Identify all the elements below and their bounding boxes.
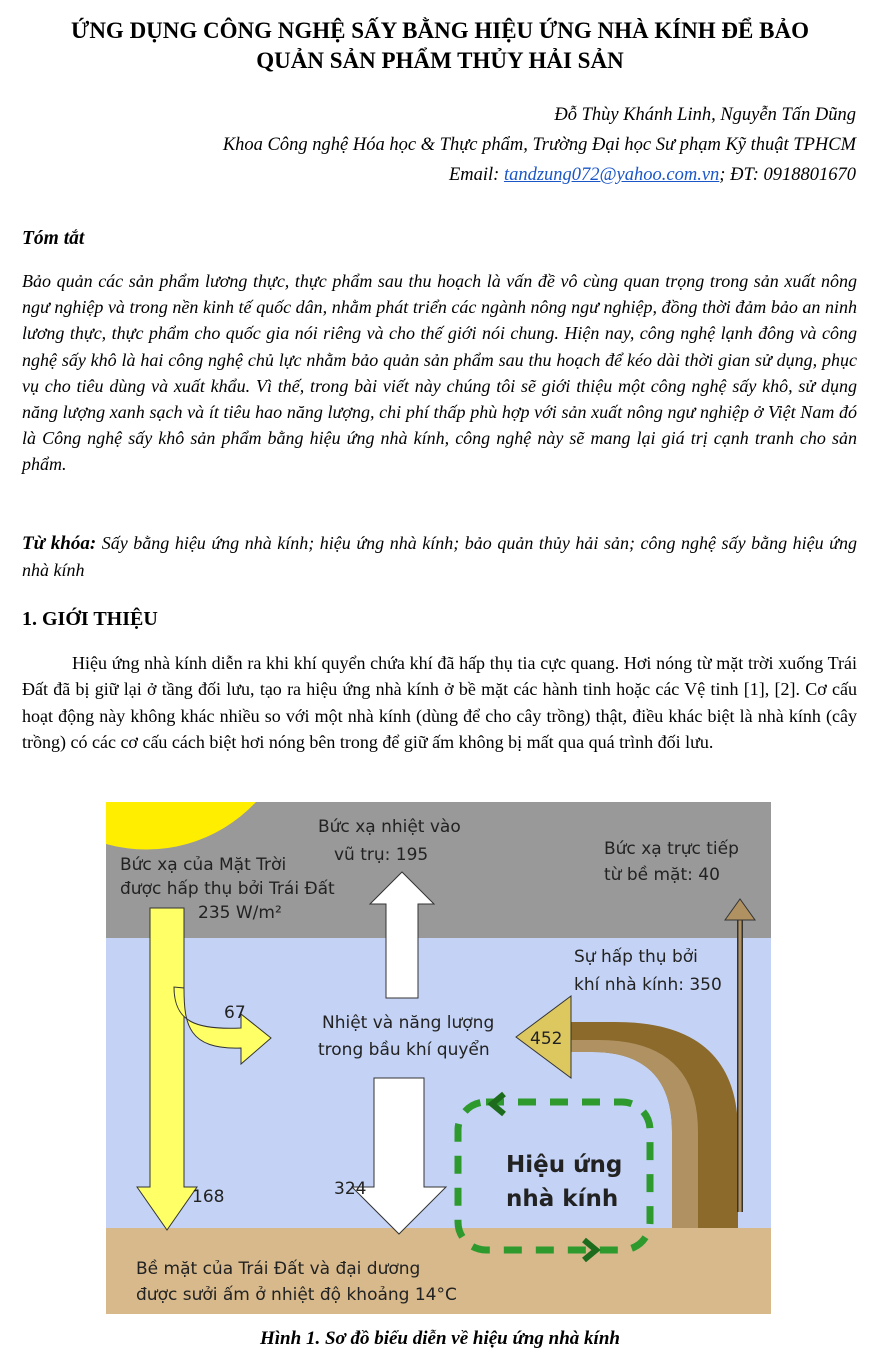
keywords-text: Sấy bằng hiệu ứng nhà kính; hiệu ứng nhà kính; bảo quản thủy hải sản; công nghệ sấy bằng hiệu ứng nhà kính	[22, 533, 858, 580]
space-label-1: Bức xạ nhiệt vào	[318, 817, 461, 837]
solar-label-2: được hấp thụ bởi Trái Đất	[120, 879, 335, 899]
keywords-label: Từ khóa:	[22, 533, 97, 554]
greenhouse-label-1: Hiệu ứng	[506, 1152, 623, 1178]
direct-label-1: Bức xạ trực tiếp	[604, 839, 739, 859]
solar-label-1: Bức xạ của Mặt Trời	[120, 855, 287, 875]
author-affiliation: Khoa Công nghệ Hóa học & Thực phẩm, Trường Đại học Sư phạm Kỹ thuật TPHCM	[222, 135, 856, 155]
paper-title	[20, 16, 860, 76]
phone-text: ; ĐT: 0918801670	[719, 165, 856, 185]
section-heading: 1. GIỚI THIỆU	[22, 608, 158, 630]
value-67: 67	[224, 1003, 246, 1023]
value-168: 168	[192, 1187, 225, 1207]
title-line-2: QUẢN SẢN PHẨM THỦY HẢI SẢN	[256, 48, 624, 73]
ground-label-2: được sưởi ấm ở nhiệt độ khoảng 14°C	[136, 1285, 457, 1305]
email-link[interactable]: tandzung072@yahoo.com.vn	[503, 165, 720, 185]
ground-label-1: Bề mặt của Trái Đất và đại dương	[136, 1259, 421, 1279]
heat-label-2: trong bầu khí quyển	[318, 1040, 490, 1060]
keywords	[22, 530, 857, 583]
section-body: Hiệu ứng nhà kính diễn ra khi khí quyển chứa khí đã hấp thụ tia cực quang. Hơi nóng từ mặt trời xuống Trái Đất đã bị giữ lại ở tầng đối lưu, tạo ra hiệu ứng nhà kính ở bề mặt các hành tinh hoặc các Vệ tinh [1], [2]. Cơ cấu hoạt động này không khác nhiều so với một nhà kính (dùng để cho cây trồng) thật, điều khác biệt là nhà kính (cây trồng) có các cơ cấu cách biệt hơi nóng bên trong để giữ ấm không bị mất qua quá trình đối lưu.	[22, 653, 857, 752]
space-label-2: vũ trụ: 195	[334, 845, 429, 865]
value-452: 452	[530, 1029, 563, 1049]
greenhouse-diagram	[106, 802, 771, 1314]
figure-caption: Hình 1. Sơ đồ biểu diễn về hiệu ứng nhà kính	[260, 1328, 620, 1349]
author-names: Đỗ Thùy Khánh Linh, Nguyễn Tấn Dũng	[554, 105, 856, 125]
direct-label-2: từ bề mặt: 40	[604, 865, 720, 885]
abstract-body: Bảo quản các sản phẩm lương thực, thực phẩm sau thu hoạch là vấn đề vô cùng quan trọng trong sản xuất nông ngư nghiệp và trong nền kinh tế quốc dân, nhằm phát triển các ngành nông ngư nghiệp, đồng thời đảm bảo an ninh lương thực, thực phẩm cho quốc gia nói riêng và cho thế giới nói chung. Hiện nay, công nghệ lạnh đông và công nghệ sấy khô là hai công nghệ chủ lực nhằm bảo quản sản phẩm sau thu hoạch để kéo dài thời gian sử dụng, phục vụ cho tiêu dùng và xuất khẩu. Vì thế, trong bài viết này chúng tôi sẽ giới thiệu một công nghệ sấy khô, sử dụng năng lượng xanh sạch và ít tiêu hao năng lượng, chi phí thấp phù hợp với sản xuất nông ngư nghiệp ở Việt Nam đó là Công nghệ sấy khô sản phẩm bằng hiệu ứng nhà kính, công nghệ này sẽ mang lại giá trị cạnh tranh cho sản phẩm.	[22, 271, 857, 475]
author-contact	[223, 160, 856, 190]
email-label: Email:	[448, 165, 504, 185]
greenhouse-label-2: nhà kính	[506, 1186, 619, 1212]
heat-label-1: Nhiệt và năng lượng	[322, 1013, 495, 1033]
value-324: 324	[334, 1179, 367, 1199]
solar-label-3: 235 W/m²	[198, 903, 282, 923]
absorb-label-1: Sự hấp thụ bởi	[574, 947, 698, 967]
title-line-1: ỨNG DỤNG CÔNG NGHỆ SẤY BẰNG HIỆU ỨNG NHÀ KÍNH ĐỂ BẢO	[71, 18, 809, 43]
author-block	[223, 100, 856, 190]
absorb-label-2: khí nhà kính: 350	[574, 975, 722, 995]
abstract-heading: Tóm tắt	[22, 228, 85, 249]
